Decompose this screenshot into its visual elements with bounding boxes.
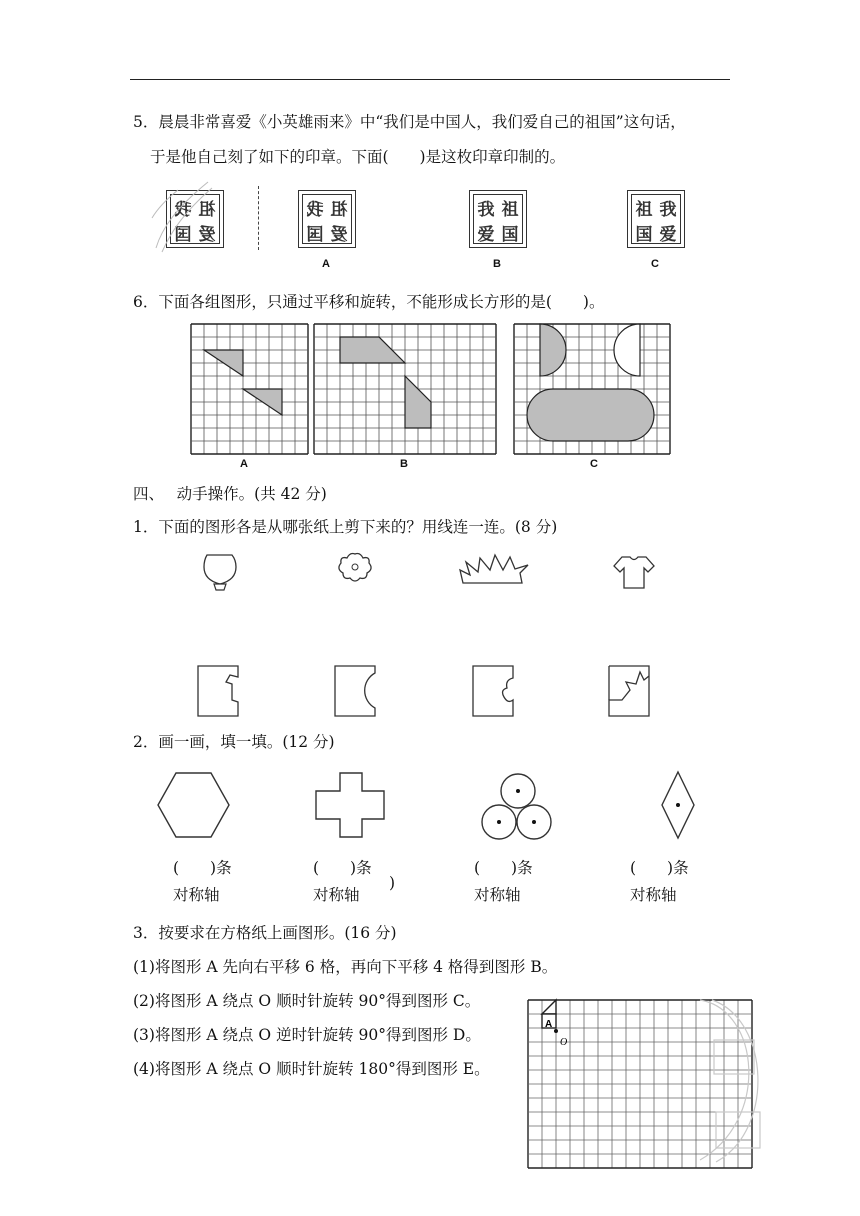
stamp-char: 爱	[477, 225, 495, 245]
blank-4: ( )条	[630, 859, 689, 877]
stamp-char: 我	[659, 200, 677, 220]
point-o	[554, 1029, 558, 1033]
q6-text: 6．下面各组图形，只通过平移和旋转，不能形成长方形的是( )。	[133, 293, 605, 311]
axis-label-3: 对称轴	[474, 886, 521, 904]
blank-3: ( )条	[474, 859, 533, 877]
figure-a-shape	[542, 1000, 556, 1014]
s1-text: 1．下面的图形各是从哪张纸上剪下来的？用线连一连。(8 分)	[133, 518, 558, 536]
stamp-char: 我	[477, 200, 495, 220]
section-four-title: 四、 动手操作。(共 42 分)	[133, 485, 327, 503]
s3-item-1: (1)将图形 A 先向右平移 6 格，再向下平移 4 格得到图形 B。	[133, 958, 558, 976]
q5-line1: 5．晨晨非常喜爱《小英雄雨来》中“我们是中国人，我们爱自己的祖国”这句话，	[133, 113, 686, 131]
label-o: O	[560, 1037, 568, 1048]
option-label-a: A	[322, 258, 330, 270]
stamp-char: 祖	[330, 200, 348, 220]
stamp-char: 我	[306, 200, 324, 220]
stamp-char: 爱	[198, 225, 216, 245]
stamp-char: 祖	[501, 200, 519, 220]
grid-label-b: B	[400, 458, 408, 470]
stamp-char: 国	[306, 225, 324, 245]
s3-text: 3．按要求在方格纸上画图形。(16 分)	[133, 924, 397, 942]
grid-label-c: C	[590, 458, 598, 470]
s3-item-3: (3)将图形 A 绕点 O 逆时针旋转 90°得到图形 D。	[133, 1026, 481, 1044]
stamp-char: 国	[501, 225, 519, 245]
s2-text: 2．画一画，填一填。(12 分)	[133, 733, 335, 751]
option-label-b: B	[493, 258, 501, 270]
axis-label-1: 对称轴	[173, 886, 220, 904]
axis-label-2: 对称轴	[313, 886, 360, 904]
watermark-seal	[700, 1000, 760, 1162]
label-a: A	[545, 1019, 553, 1030]
stamp-char: 国	[174, 225, 192, 245]
stamp-char: 爱	[659, 225, 677, 245]
stamp-char: 祖	[635, 200, 653, 220]
blank-1: ( )条	[173, 859, 232, 877]
stamp-char: 祖	[198, 200, 216, 220]
stamp-char: 我	[174, 200, 192, 220]
q5-line2: 于是他自己刻了如下的印章。下面( )是这枚印章印制的。	[150, 148, 566, 166]
s3-item-2: (2)将图形 A 绕点 O 顺时针旋转 90°得到图形 C。	[133, 992, 481, 1010]
grid-paper	[528, 1000, 752, 1168]
axis-label-4: 对称轴	[630, 886, 677, 904]
stray-paren: )	[389, 874, 396, 892]
stamp-char: 爱	[330, 225, 348, 245]
stamp-char: 国	[635, 225, 653, 245]
option-label-c: C	[651, 258, 659, 270]
s3-item-4: (4)将图形 A 绕点 O 顺时针旋转 180°得到图形 E。	[133, 1060, 490, 1078]
grid-label-a: A	[240, 458, 248, 470]
blank-2: ( )条	[313, 859, 372, 877]
